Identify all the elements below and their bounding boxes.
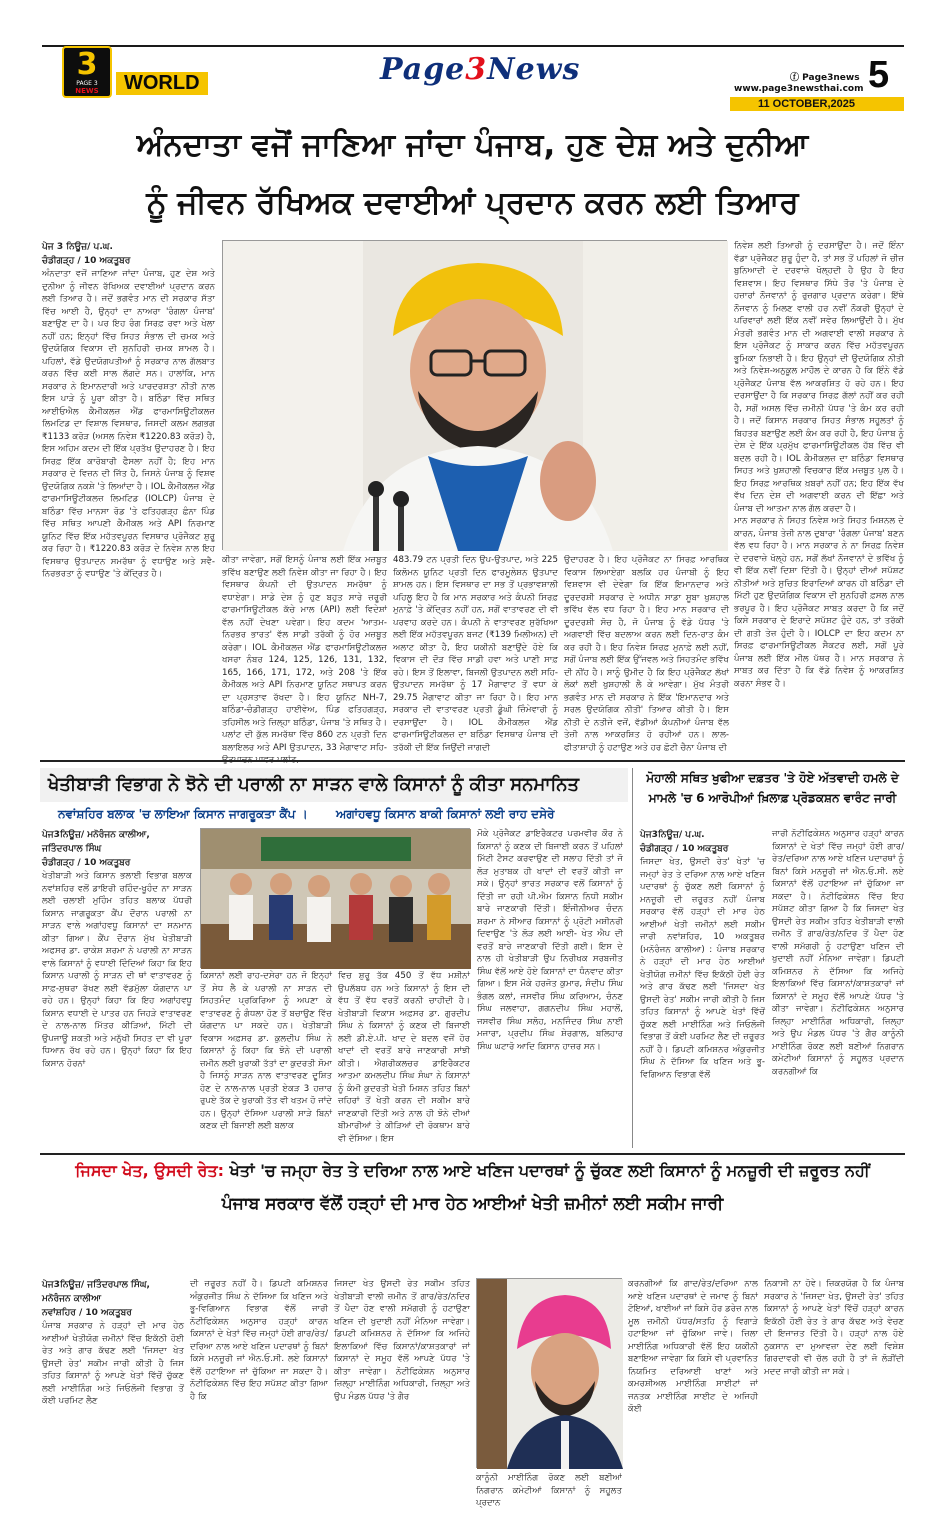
sand-credit-1: ਪੇਜ3ਨਿਊਜ਼/ ਜਤਿੰਦਰਪਾਲ ਸਿੰਘ,	[42, 1280, 150, 1290]
farmers-column-2: ਕਿਸਾਨਾਂ ਲਈ ਰਾਹ-ਦਸੇਰਾ ਹਨ ਜੋ ਇਨ੍ਹਾਂ ਤੋਂ ਸੇਧ ਲੈ ਕੇ ਪਰਾਲੀ ਨਾ ਸਾੜਨ ਦੀ ਸਿਹਤਮੰਦ ਪ੍ਰਕਿਰਿਆ ਨੂੰ ਅਪਣਾ ਕੇ ਵਾਤਾਵਰਣ ਨੂੰ ਗੰਧਲਾ ਹੋਣ ਤੋਂ ਬਚਾਉਣ ਵਿੱਚ ਯੋਗਦਾਨ ਪਾ ਸਕਦੇ ਹਨ। ਖੇਤੀਬਾੜੀ ਵਿਕਾਸ ਅਫ਼ਸਰ ਡਾ. ਕੁਲਦੀਪ ਸਿੰਘ ਨੇ ਕਿਸਾਨਾਂ ਨੂੰ ਕਿਹਾ ਕਿ ਝੋਨੇ ਦੀ ਪਰਾਲੀ ਜ਼ਮੀਨ ਲਈ ਖੁਰਾਕੀ ਤੱਤਾਂ ਦਾ ਕੁਦਰਤੀ ਸੋਮਾ ਹੈ ਜਿਸਨੂੰ ਸਾੜਨ ਨਾਲ ਵਾਤਾਵਰਣ ਦੂਸ਼ਿਤ ਹੋਣ ਦੇ ਨਾਲ-ਨਾਲ ਪ੍ਰਤੀ ਏਕੜ 3 ਹਜ਼ਾਰ ਰੁਪਏ ਤੱਕ ਦੇ ਖੁਰਾਕੀ ਤੱਤ ਵੀ ਖਤਮ ਹੋ ਜਾਂਦੇ ਹਨ। ਉਨ੍ਹਾਂ ਦੱਸਿਆ ਪਰਾਲੀ ਸਾੜੇ ਬਿਨਾਂ ਕਣਕ ਦੀ ਬਿਜਾਈ ਲਈ ਬਲਾਕ	[200, 971, 332, 1131]
lead-body-1: ਅੰਨਦਾਤਾ ਵਜੋਂ ਜਾਣਿਆ ਜਾਂਦਾ ਪੰਜਾਬ, ਹੁਣ ਦੇਸ਼ ਅਤੇ ਦੁਨੀਆ ਨੂੰ ਜੀਵਨ ਰੱਖਿਅਕ ਦਵਾਈਆਂ ਪ੍ਰਦਾਨ ਕਰਨ ਲਈ ਤਿਆਰ ਹੈ। ਜਦੋਂ ਭਗਵੰਤ ਮਾਨ ਦੀ ਸਰਕਾਰ ਸੱਤਾ ਵਿੱਚ ਆਈ ਹੈ, ਉਨ੍ਹਾਂ ਦਾ ਨਾਅਰਾ 'ਰੰਗਲਾ ਪੰਜਾਬ' ਬਣਾਉਣ ਦਾ ਹੈ। ਪਰ ਇਹ ਰੰਗ ਸਿਰਫ਼ ਰਵਾ ਅਤੇ ਖੇਲਾ ਨਹੀਂ ਹਨ; ਇਨ੍ਹਾਂ ਵਿੱਚ ਸਿਹਤ ਸੰਭਾਲ ਦੀ ਚਮਕ ਅਤੇ ਉਦਯੋਗਿਕ ਵਿਕਾਸ ਦੀ ਸੁਨਹਿਰੀ ਚਮਕ ਸ਼ਾਮਲ ਹੈ। ਪਹਿਲਾਂ, ਵੱਡੇ ਉਦਯੋਗਪਤੀਆਂ ਨੂੰ ਸਰਕਾਰ ਨਾਲ ਗੱਲਬਾਤ ਕਰਨ ਵਿੱਚ ਕਈ ਸਾਲ ਲੱਗਦੇ ਸਨ। ਹਾਲਾਂਕਿ, ਮਾਨ ਸਰਕਾਰ ਨੇ ਇਮਾਨਦਾਰੀ ਅਤੇ ਪਾਰਦਰਸ਼ਤਾ ਨੀਤੀ ਨਾਲ ਇਸ ਪਾੜੇ ਨੂੰ ਪੂਰਾ ਕੀਤਾ ਹੈ। ਬਠਿੰਡਾ ਵਿੱਚ ਸਥਿਤ ਆਈਓਐਲ ਕੈਮੀਕਲਜ਼ ਐਂਡ ਫਾਰਮਾਸਿਊਟੀਕਲਜ਼ ਲਿਮਟਿਡ ਦਾ ਵਿਸ਼ਾਲ ਵਿਸਥਾਰ, ਜਿਸਦੀ ਕਲਮ ਲਗਭਗ ₹1133 ਕਰੋੜ (ਅਸਲ ਨਿਵੇਸ਼ ₹1220.83 ਕਰੋੜ) ਹੈ, ਇਸ ਅਹਿਮ ਕਦਮ ਦੀ ਇੱਕ ਪ੍ਰਤੱਖ ਉਦਾਹਰਣ ਹੈ। ਇਹ ਸਿਰਫ਼ ਇੱਕ ਕਾਰੋਬਾਰੀ ਫੈਸਲਾ ਨਹੀਂ ਹੈ; ਇਹ ਮਾਨ ਸਰਕਾਰ ਦੇ ਵਿਜ਼ਨ ਦੀ ਜਿੱਤ ਹੈ, ਜਿਸਨੇ ਪੰਜਾਬ ਨੂੰ ਵਿਸ਼ਵ ਉਦਯੋਗਿਕ ਨਕਸ਼ੇ 'ਤੇ ਲਿਆਂਦਾ ਹੈ। IOL ਕੈਮੀਕਲਜ਼ ਐਂਡ ਫਾਰਮਾਸਿਊਟੀਕਲਜ਼ ਲਿਮਟਿਡ (IOLCP) ਪੰਜਾਬ ਦੇ ਬਠਿੰਡਾ ਵਿੱਚ ਮਾਨਸਾ ਰੋਡ 'ਤੇ ਫਤਿਹਗੜ੍ਹ ਛੰਨਾ ਪਿੰਡ ਵਿੱਚ ਸਥਿਤ ਆਪਣੀ ਕੈਮੀਕਲ ਅਤੇ API ਨਿਰਮਾਣ ਯੂਨਿਟ ਵਿੱਚ ਇੱਕ ਮਹੱਤਵਪੂਰਨ ਵਿਸਥਾਰ ਪ੍ਰੋਜੈਕਟ ਸ਼ੁਰੂ ਕਰ ਰਿਹਾ ਹੈ। ₹1220.83 ਕਰੋੜ ਦੇ ਨਿਵੇਸ਼ ਨਾਲ ਇਹ ਵਿਸਥਾਰ ਉਤਪਾਦਨ ਸਮਰੱਥਾ ਨੂੰ ਵਧਾਉਣ ਅਤੇ ਸਵੈ-ਨਿਰਭਰਤਾ ਨੂੰ ਵਧਾਉਣ 'ਤੇ ਕੇਂਦ੍ਰਿਤ ਹੈ।	[42, 269, 215, 579]
dc-photo	[476, 1278, 622, 1468]
lead-headline-line-1: ਅੰਨਦਾਤਾ ਵਜੋਂ ਜਾਣਿਆ ਜਾਂਦਾ ਪੰਜਾਬ, ਹੁਣ ਦੇਸ਼ ਅਤੇ ਦੁਨੀਆ	[136, 127, 809, 163]
farmers-subhead-2: ਅਗਾਂਹਵਧੂ ਕਿਸਾਨ ਬਾਕੀ ਕਿਸਾਨਾਂ ਲਈ ਰਾਹ ਦਸੇਰੇ	[336, 807, 555, 821]
lead-headline-line-2: ਨੂੰ ਜੀਵਨ ਰੱਖਿਅਕ ਦਵਾਈਆਂ ਪ੍ਰਦਾਨ ਕਰਨ ਲਈ ਤਿਆਰ	[146, 185, 799, 221]
mohali-body-1: ਜਿਸਦਾ ਖੇਤ, ਉਸਦੀ ਰੇਤ' ਖੇਤਾਂ 'ਚ ਜਮ੍ਹਾਂ ਰੇਤ ਤੇ ਦਰਿਆ ਨਾਲ ਆਏ ਖਣਿਜ ਪਦਾਰਥਾਂ ਨੂੰ ਚੁੱਕਣ ਲਈ ਕਿਸਾਨਾਂ ਨੂੰ ਮਨਜ਼ੂਰੀ ਦੀ ਜ਼ਰੂਰਤ ਨਹੀਂ ਪੰਜਾਬ ਸਰਕਾਰ ਵੱਲੋਂ ਹੜ੍ਹਾਂ ਦੀ ਮਾਰ ਹੇਠ ਆਈਆਂ ਖੇਤੀ ਜ਼ਮੀਨਾਂ ਲਈ ਸਕੀਮ ਜਾਰੀ ਨਵਾਂਸ਼ਹਿਰ, 10 ਅਕਤੂਬਰ (ਮਨੋਰੰਜਨ ਕਾਲੀਆ) : ਪੰਜਾਬ ਸਰਕਾਰ ਨੇ ਹੜ੍ਹਾਂ ਦੀ ਮਾਰ ਹੇਠ ਆਈਆਂ ਖੇਤੀਯੋਗ ਜ਼ਮੀਨਾਂ ਵਿੱਚ ਇਕੱਠੀ ਹੋਈ ਰੇਤ ਅਤੇ ਗਾਰ ਕੱਢਣ ਲਈ 'ਜਿਸਦਾ ਖੇਤ ਉਸਦੀ ਰੇਤ' ਸਕੀਮ ਜਾਰੀ ਕੀਤੀ ਹੈ ਜਿਸ ਤਹਿਤ ਕਿਸਾਨਾਂ ਨੂੰ ਆਪਣੇ ਖੇਤਾਂ ਵਿੱਚੋਂ ਚੁੱਕਣ ਲਈ ਮਾਈਨਿੰਗ ਅਤੇ ਜਿਓਲੋਜੀ ਵਿਭਾਗ ਤੋਂ ਕੋਈ ਪਰਮਿਟ ਲੈਣ ਦੀ ਜ਼ਰੂਰਤ ਨਹੀਂ ਹੈ। ਡਿਪਟੀ ਕਮਿਸ਼ਨਰ ਅੰਕੁਰਜੀਤ ਸਿੰਘ ਨੇ ਦੱਸਿਆ ਕਿ ਖਣਿਜ ਅਤੇ ਭੂ-ਵਿਗਿਆਨ ਵਿਭਾਗ ਵੱਲੋਂ	[640, 857, 765, 1080]
section-label: WORLD	[116, 72, 208, 95]
mohali-headline-line-2: ਮਾਮਲੇ 'ਚ 6 ਆਰੋਪੀਆਂ ਖ਼ਿਲਾਫ਼ ਪ੍ਰੋਡਕਸ਼ਨ ਵਾਰੰਟ ਜਾਰੀ	[648, 791, 897, 805]
sand-column-4: ਕਾਨੂੰਨੀ ਮਾਈਨਿੰਗ ਰੋਕਣ ਲਈ ਬਣੀਆਂ ਨਿਗਰਾਨ ਕਮੇਟੀਆਂ ਕਿਸਾਨਾਂ ਨੂੰ ਸਹੂਲਤ ਪ੍ਰਦਾਨ	[476, 1473, 622, 1508]
page3-logo[interactable]	[62, 46, 112, 98]
farmers-column-1	[42, 828, 192, 1148]
lead-column-1	[42, 240, 215, 752]
facebook-icon: ⓕ	[790, 73, 803, 83]
lead-credit: ਪੇਜ 3 ਨਿਊਜ਼/ ਪ.ਘ.	[42, 242, 113, 252]
brand-suffix: News	[487, 52, 581, 87]
brand-title[interactable]	[380, 52, 580, 87]
lead-dateline: ਚੰਡੀਗੜ੍ਹ / 10 ਅਕਤੂਬਰ	[42, 256, 131, 266]
farmers-column-3: ਵਿਚ ਸ਼ੁਰੂ ਤੱਕ 450 ਤੋਂ ਵੱਧ ਮਸ਼ੀਨਾਂ ਉਪਲੱਬਧ ਹਨ ਅਤੇ ਕਿਸਾਨਾਂ ਨੂੰ ਇਸ ਦੀ ਵੱਧ ਤੋਂ ਵੱਧ ਵਰਤੋਂ ਕਰਨੀ ਚਾਹੀਦੀ ਹੈ। ਖੇਤੀਬਾੜੀ ਵਿਕਾਸ ਅਫ਼ਸਰ ਡਾ. ਗੁਰਦੀਪ ਸਿੰਘ ਨੇ ਕਿਸਾਨਾਂ ਨੂੰ ਕਣਕ ਦੀ ਬਿਜਾਈ ਲਈ ਡੀ.ਏ.ਪੀ. ਖਾਦ ਦੇ ਬਦਲ ਵਜੋਂ ਹੋਰ ਖਾਦਾਂ ਦੀ ਵਰਤੋਂ ਬਾਰੇ ਜਾਣਕਾਰੀ ਸਾਂਝੀ ਕੀਤੀ। ਐਗਰੀਕਲਚਰ ਡਾਇਰੈਕਟਰ ਆਤਮਾ ਕਮਲਦੀਪ ਸਿੰਘ ਸੰਘਾ ਨੇ ਕਿਸਾਨਾਂ ਨੂੰ ਕੰਮੀ ਕੁਦਰਤੀ ਖੇਤੀ ਮਿਸ਼ਨ ਤਹਿਤ ਬਿਨਾਂ ਜ਼ਹਿਰਾਂ ਤੋਂ ਖੇਤੀ ਕਰਨ ਦੀ ਸਕੀਮ ਬਾਰੇ ਜਾਣਕਾਰੀ ਦਿੱਤੀ ਅਤੇ ਨਾਲ ਹੀ ਝੋਨੇ ਦੀਆਂ ਬੀਮਾਰੀਆਂ ਤੇ ਕੀੜਿਆਂ ਦੀ ਰੋਕਥਾਮ ਬਾਰੇ ਵੀ ਦੱਸਿਆ। ਇਸ	[338, 971, 470, 1144]
sand-headline-red: ਜਿਸਦਾ ਖੇਤ, ਉਸਦੀ ਰੇਤ:	[75, 1161, 225, 1180]
farmers-subhead-1: ਨਵਾਂਸ਼ਹਿਰ ਬਲਾਕ 'ਚ ਲਾਇਆ ਕਿਸਾਨ ਜਾਗਰੂਕਤਾ ਕੈਂਪ ।	[58, 807, 308, 821]
sand-column-3: ਜਿਸਦਾ ਖੇਤ ਉਸਦੀ ਰੇਤ ਸਕੀਮ ਤਹਿਤ ਖੇਤੀਬਾੜੀ ਵਾਲੀ ਜ਼ਮੀਨ ਤੋਂ ਗਾਰ/ਰੇਤ/ਨਦਿਰ ਤੋਂ ਪੈਦਾ ਹੋਣ ਵਾਲੀ ਸਮੱਗਰੀ ਨੂੰ ਹਟਾਉਣਾ ਖਣਿਜ ਦੀ ਖੁਦਾਈ ਨਹੀਂ ਮੰਨਿਆ ਜਾਵੇਗਾ। ਡਿਪਟੀ ਕਮਿਸ਼ਨਰ ਨੇ ਦੱਸਿਆ ਕਿ ਅਜਿਹੇ ਇਲਾਕਿਆਂ ਵਿੱਚ ਕਿਸਾਨਾਂ/ਕਾਸ਼ਤਕਾਰਾਂ ਜਾਂ ਕਿਸਾਨਾਂ ਦੇ ਸਮੂਹ ਵੱਲੋਂ ਆਪਣੇ ਪੱਧਰ 'ਤੇ ਕੀਤਾ ਜਾਵੇਗਾ। ਨੋਟੀਫਿਕੇਸ਼ਨ ਅਨੁਸਾਰ ਜ਼ਿਲ੍ਹਾ ਮਾਈਨਿੰਗ ਅਧਿਕਾਰੀ, ਜ਼ਿਲ੍ਹਾ ਅਤੇ ਉਪ ਮੰਡਲ ਪੱਧਰ 'ਤੇ ਗੈਰ	[334, 1279, 470, 1402]
cm-photo	[222, 240, 727, 550]
sand-headline-rest: ਖੇਤਾਂ 'ਚ ਜਮ੍ਹਾ ਰੇਤ ਤੇ ਦਰਿਆ ਨਾਲ ਆਏ ਖਣਿਜ ਪਦਾਰਥਾਂ ਨੂੰ ਚੁੱਕਣ ਲਈ ਕਿਸਾਨਾਂ ਨੂੰ ਮਨਜ਼ੂਰੀ ਦੀ ਜ਼ਰੂਰਤ ਨਹੀਂ	[229, 1161, 870, 1180]
column-divider	[632, 768, 633, 1148]
logo-sub: PAGE 3	[76, 80, 98, 87]
lead-column-5	[734, 240, 904, 752]
mohali-column-1	[640, 828, 765, 1148]
brand-num: 3	[465, 52, 488, 87]
sand-column-2: ਦੀ ਜ਼ਰੂਰਤ ਨਹੀਂ ਹੈ। ਡਿਪਟੀ ਕਮਿਸ਼ਨਰ ਅੰਕੁਰਜੀਤ ਸਿੰਘ ਨੇ ਦੱਸਿਆ ਕਿ ਖਣਿਜ ਅਤੇ ਭੂ-ਵਿਗਿਆਨ ਵਿਭਾਗ ਵੱਲੋਂ ਜਾਰੀ ਨੋਟੀਫਿਕੇਸ਼ਨ ਅਨੁਸਾਰ ਹੜ੍ਹਾਂ ਕਾਰਨ ਕਿਸਾਨਾਂ ਦੇ ਖੇਤਾਂ ਵਿੱਚ ਜਮ੍ਹਾਂ ਹੋਈ ਗਾਰ/ਰੇਤ/ਦਰਿਆ ਨਾਲ ਆਏ ਖਣਿਜ ਪਦਾਰਥਾਂ ਨੂੰ ਬਿਨਾਂ ਕਿਸੇ ਮਨਜ਼ੂਰੀ ਜਾਂ ਐਨ.ਓ.ਸੀ. ਲਏ ਕਿਸਾਨਾਂ ਵੱਲੋਂ ਹਟਾਇਆ ਜਾਂ ਚੁੱਕਿਆ ਜਾ ਸਕਦਾ ਹੈ। ਨੋਟੀਫਿਕੇਸ਼ਨ ਵਿੱਚ ਇਹ ਸਪੱਸ਼ਟ ਕੀਤਾ ਗਿਆ ਹੈ ਕਿ	[190, 1279, 328, 1402]
farmers-photo	[200, 828, 470, 968]
masthead	[0, 0, 945, 115]
lead-column-3: 483.79 ਟਨ ਪ੍ਰਤੀ ਦਿਨ ਉਪ-ਉਤਪਾਦ, ਅਤੇ 225 ਕਿਲੋਮਨ ਯੂਨਿਟ ਪ੍ਰਤੀ ਦਿਨ ਫਾਰਮੂਲੇਸ਼ਨ ਉਤਪਾਦ ਸ਼ਾਮਲ ਹਨ। ਇਸ ਵਿਸਥਾਰ ਦਾ ਸਭ ਤੋਂ ਪ੍ਰਭਾਵਸ਼ਾਲੀ ਪਹਿਲੂ ਇਹ ਹੈ ਕਿ ਮਾਨ ਸਰਕਾਰ ਅਤੇ ਕੰਪਨੀ ਸਿਰਫ਼ ਮੁਨਾਫ਼ੇ 'ਤੇ ਕੇਂਦ੍ਰਿਤ ਨਹੀਂ ਹਨ, ਸਗੋਂ ਵਾਤਾਵਰਣ ਦੀ ਵੀ ਪਰਵਾਹ ਕਰਦੇ ਹਨ। ਕੰਪਨੀ ਨੇ ਵਾਤਾਵਰਣ ਸੁਰੱਖਿਆ ਲਈ ਇੱਕ ਮਹੱਤਵਪੂਰਨ ਬਜਟ (₹139 ਮਿਲੀਅਨ) ਦੀ ਅਲਾਟ ਕੀਤਾ ਹੈ, ਇਹ ਯਕੀਨੀ ਬਣਾਉਂਦੇ ਹੋਏ ਕਿ ਵਿਕਾਸ ਦੀ ਦੌੜ ਵਿੱਚ ਸਾਡੀ ਹਵਾ ਅਤੇ ਪਾਣੀ ਸਾਫ਼ ਰਹੇ। ਇਸ ਤੋਂ ਇਲਾਵਾ, ਬਿਜਲੀ ਉਤਪਾਦਨ ਲਈ ਸਹਿ-ਉਤਪਾਦਨ ਸਮਰੱਥਾ ਨੂੰ 17 ਮੈਗਾਵਾਟ ਤੋਂ ਵਧਾ ਕੇ 29.75 ਮੈਗਾਵਾਟ ਕੀਤਾ ਜਾ ਰਿਹਾ ਹੈ। ਇਹ ਮਾਨ ਸਰਕਾਰ ਦੀ ਵਾਤਾਵਰਣ ਪ੍ਰਤੀ ਡੂੰਘੀ ਜ਼ਿੰਮੇਵਾਰੀ ਨੂੰ ਦਰਸਾਉਂਦਾ ਹੈ। IOL ਕੈਮੀਕਲਜ਼ ਐਂਡ ਫਾਰਮਾਸਿਊਟੀਕਲਜ਼ ਦਾ ਬਠਿੰਡਾ ਵਿਸਥਾਰ ਪੰਜਾਬ ਦੀ ਤਰੱਕੀ ਦੀ ਇੱਕ ਜਿਉਂਦੀ ਜਾਗਦੀ	[393, 555, 558, 753]
page-number: 5	[868, 54, 890, 96]
section-divider-2	[40, 1153, 905, 1155]
sand-column-1	[42, 1278, 184, 1521]
sand-headline-2: ਪੰਜਾਬ ਸਰਕਾਰ ਵੱਲੋਂ ਹੜ੍ਹਾਂ ਦੀ ਮਾਰ ਹੇਠ ਆਈਆਂ ਖੇਤੀ ਜ਼ਮੀਨਾਂ ਲਈ ਸਕੀਮ ਜਾਰੀ	[221, 1194, 724, 1214]
logo-number: 3	[76, 47, 98, 82]
lead-body-5a: ਨਿਵੇਸ਼ ਲਈ ਤਿਆਰੀ ਨੂੰ ਦਰਸਾਉਂਦਾ ਹੈ। ਜਦੋਂ ਇੰਨਾ ਵੱਡਾ ਪ੍ਰੋਜੈਕਟ ਸ਼ੁਰੂ ਹੁੰਦਾ ਹੈ, ਤਾਂ ਸਭ ਤੋਂ ਪਹਿਲਾਂ ਜੋ ਚੀਜ਼ ਬੁਨਿਆਦੀ ਦੇ ਦਰਵਾਜ਼ੇ ਖੋਲ੍ਹਦੀ ਹੈ ਉਹ ਹੈ ਇਹ ਵਿਸ਼ਵਾਸ। ਇਹ ਵਿਸਥਾਰ ਸਿੱਧੇ ਤੌਰ 'ਤੇ ਪੰਜਾਬ ਦੇ ਹਜ਼ਾਰਾਂ ਨੌਜਵਾਨਾਂ ਨੂੰ ਰੁਜ਼ਗਾਰ ਪ੍ਰਦਾਨ ਕਰੇਗਾ। ਇੱਥੇ ਨੌਜਵਾਨ ਨੂੰ ਮਿਲਣ ਵਾਲੀ ਹਰ ਨਵੀਂ ਨੌਕਰੀ ਉਨ੍ਹਾਂ ਦੇ ਪਰਿਵਾਰਾਂ ਲਈ ਇੱਕ ਨਵੀਂ ਸਵੇਰ ਲਿਆਉਂਦੀ ਹੈ। ਮੁੱਖ ਮੰਤਰੀ ਭਗਵੰਤ ਮਾਨ ਦੀ ਅਗਵਾਈ ਵਾਲੀ ਸਰਕਾਰ ਨੇ ਇਸ ਪ੍ਰੋਜੈਕਟ ਨੂੰ ਸਾਕਾਰ ਕਰਨ ਵਿੱਚ ਮਹੱਤਵਪੂਰਨ ਭੂਮਿਕਾ ਨਿਭਾਈ ਹੈ। ਇਹ ਉਨ੍ਹਾਂ ਦੀ ਉਦਯੋਗਿਕ ਨੀਤੀ ਅਤੇ ਨਿਵੇਸ਼-ਅਨੁਕੂਲ ਮਾਹੌਲ ਦੇ ਕਾਰਨ ਹੈ ਕਿ ਇੰਨੇ ਵੱਡੇ ਪ੍ਰੋਜੈਕਟ ਪੰਜਾਬ ਵੱਲ ਆਕਰਸ਼ਿਤ ਹੋ ਰਹੇ ਹਨ। ਇਹ ਦਰਸਾਉਂਦਾ ਹੈ ਕਿ ਸਰਕਾਰ ਸਿਰਫ਼ ਗੱਲਾਂ ਨਹੀਂ ਕਰ ਰਹੀ ਹੈ, ਸਗੋਂ ਅਸਲ ਵਿੱਚ ਜ਼ਮੀਨੀ ਪੱਧਰ 'ਤੇ ਕੰਮ ਕਰ ਰਹੀ ਹੈ। ਜਦੋਂ ਕਿਸਾਨ ਸਰਕਾਰ ਸਿਹਤ ਸੰਭਾਲ ਸਹੂਲਤਾਂ ਨੂੰ ਬਿਹਤਰ ਬਣਾਉਣ ਲਈ ਕੰਮ ਕਰ ਰਹੀ ਹੈ, ਇਹ ਪੰਜਾਬ ਨੂੰ ਦੇਸ਼ ਦੇ ਇੱਕ ਪ੍ਰਮੁੱਖ ਫਾਰਮਾਸਿਊਟੀਕਲ ਹੱਬ ਵਿੱਚ ਵੀ ਬਦਲ ਰਹੀ ਹੈ। IOL ਕੈਮੀਕਲਜ਼ ਦਾ ਬਠਿੰਡਾ ਵਿਸਥਾਰ ਸਿਹਤ ਅਤੇ ਖੁਸ਼ਹਾਲੀ ਵਿਚਕਾਰ ਇੱਕ ਮਜ਼ਬੂਤ ਪੁਲ ਹੈ। ਇਹ ਸਿਰਫ਼ ਆਰਥਿਕ ਖ਼ਬਰਾਂ ਨਹੀਂ ਹਨ; ਇਹ ਇੱਕ ਵੱਖ ਵੱਖ ਦਿਨ ਦੇਸ਼ ਦੀ ਅਗਵਾਈ ਕਰਨ ਦੀ ਇੱਛਾ ਅਤੇ ਪੰਜਾਬ ਦੀ ਆਤਮਾ ਨਾਲ ਗੱਲ ਕਰਦਾ ਹੈ।	[734, 241, 904, 514]
sand-body-1: ਪੰਜਾਬ ਸਰਕਾਰ ਨੇ ਹੜ੍ਹਾਂ ਦੀ ਮਾਰ ਹੇਠ ਆਈਆਂ ਖੇਤੀਯੋਗ ਜ਼ਮੀਨਾਂ ਵਿੱਚ ਇਕੱਠੀ ਹੋਈ ਰੇਤ ਅਤੇ ਗਾਰ ਕੱਢਣ ਲਈ 'ਜਿਸਦਾ ਖੇਤ ਉਸਦੀ ਰੇਤ' ਸਕੀਮ ਜਾਰੀ ਕੀਤੀ ਹੈ ਜਿਸ ਤਹਿਤ ਕਿਸਾਨਾਂ ਨੂੰ ਆਪਣੇ ਖੇਤਾਂ ਵਿੱਚੋਂ ਚੁੱਕਣ ਲਈ ਮਾਈਨਿੰਗ ਅਤੇ ਜਿਓਲੋਜੀ ਵਿਭਾਗ ਤੋਂ ਕੋਈ ਪਰਮਿਟ ਲੈਣ	[42, 1321, 184, 1406]
lead-column-2: ਕੀਤਾ ਜਾਵੇਗਾ, ਸਗੋਂ ਇਸਨੂੰ ਪੰਜਾਬ ਲਈ ਇੱਕ ਮਜ਼ਬੂਤ ਭਵਿੱਖ ਬਣਾਉਣ ਲਈ ਨਿਵੇਸ਼ ਕੀਤਾ ਜਾ ਰਿਹਾ ਹੈ। ਇਹ ਵਿਸਥਾਰ ਕੰਪਨੀ ਦੀ ਉਤਪਾਦਨ ਸਮਰੱਥਾ ਨੂੰ ਵਧਾਏਗਾ। ਸਾਡੇ ਦੇਸ਼ ਨੂੰ ਹੁਣ ਬਹੁਤ ਸਾਰੇ ਜ਼ਰੂਰੀ ਫਾਰਮਾਸਿਊਟੀਕਲ ਕੱਚੇ ਮਾਲ (API) ਲਈ ਵਿਦੇਸ਼ਾਂ ਵੱਲ ਨਹੀਂ ਦੇਖਣਾ ਪਵੇਗਾ। ਇਹ ਕਦਮ 'ਆਤਮ-ਨਿਰਭਰ ਭਾਰਤ' ਵੱਲ ਸਾਡੀ ਤਰੱਕੀ ਨੂੰ ਹੋਰ ਮਜ਼ਬੂਤ ਕਰੇਗਾ। IOL ਕੈਮੀਕਲਜ਼ ਐਂਡ ਫਾਰਮਾਸਿਊਟੀਕਲਜ਼ ਖਸਰਾ ਨੰਬਰ 124, 125, 126, 131, 132, 165, 166, 171, 172, ਅਤੇ 208 'ਤੇ ਇੱਕ ਕੈਮੀਕਲ ਅਤੇ API ਨਿਰਮਾਣ ਯੂਨਿਟ ਸਥਾਪਤ ਕਰਨ ਦਾ ਪ੍ਰਸਤਾਵ ਰੱਖਦਾ ਹੈ। ਇਹ ਯੂਨਿਟ NH-7, ਬਠਿੰਡਾ-ਚੰਡੀਗੜ੍ਹ ਹਾਈਵੇਅ, ਪਿੰਡ ਫਤਿਹਗੜ੍ਹ, ਤਹਿਸੀਲ ਅਤੇ ਜ਼ਿਲ੍ਹਾ ਬਠਿੰਡਾ, ਪੰਜਾਬ 'ਤੇ ਸਥਿਤ ਹੈ। ਪਲਾਂਟ ਦੀ ਕੁੱਲ ਸਮਰੱਥਾ ਵਿੱਚ 860 ਟਨ ਪ੍ਰਤੀ ਦਿਨ ਬਲਾਇਲਰ ਅਤੇ API ਉਤਪਾਦਨ, 33 ਮੈਗਾਵਾਟ ਸਹਿ-	[222, 555, 387, 753]
mohali-dateline: ਚੰਡੀਗੜ੍ਹ / 10 ਅਕਤੂਬਰ	[640, 844, 729, 854]
farmers-photo-illustration	[201, 829, 471, 969]
sand-column-5: ਕਰਨਗੀਆਂ ਕਿ ਗਾਦ/ਰੇਤ/ਦਰਿਆ ਨਾਲ ਆਏ ਖਣਿਜ ਪਦਾਰਥਾਂ ਦੇ ਜਮਾਵ ਨੂੰ ਬਿਨਾਂ ਟੋਇਆਂ, ਖਾਈਆਂ ਜਾਂ ਕਿਸੇ ਹੋਰ ਡਰੇਜ਼ ਨਾਲ ਮੂਲ ਜ਼ਮੀਨੀ ਪੱਧਰ/ਸਤਹਿ ਨੂੰ ਵਿਗਾੜੇ ਹਟਾਇਆ ਜਾਂ ਚੁੱਕਿਆ ਜਾਵੇ। ਜ਼ਿਲਾ ਮਾਈਨਿੰਗ ਅਧਿਕਾਰੀ ਵੱਲੋਂ ਇਹ ਯਕੀਨੀ ਬਣਾਇਆ ਜਾਵੇਗਾ ਕਿ ਕਿਸੇ ਵੀ ਪ੍ਰਵਾਨਿਤ ਨਿਯਮਿਤ ਦਰਿਆਈ ਖਾਣਾਂ ਅਤੇ ਕਮਰਸ਼ੀਅਲ ਮਾਈਨਿੰਗ ਸਾਈਟਾਂ ਜਾਂ ਜਨਤਕ ਮਾਈਨਿੰਗ ਸਾਈਟ ਦੇ ਅਜਿਹੀ ਕੋਈ	[628, 1279, 758, 1414]
brand-prefix: Page	[380, 52, 466, 87]
lead-body-5b: ਮਾਨ ਸਰਕਾਰ ਨੇ ਸਿਹਤ ਨਿਵੇਸ਼ ਅਤੇ ਸਿਹਤ ਮਿਸ਼ਨਲ ਦੇ ਕਾਰਨ, ਪੰਜਾਬ ਤੇਜ਼ੀ ਨਾਲ ਦੁਬਾਰਾ 'ਰੰਗਲਾ ਪੰਜਾਬ' ਬਣਨ ਵੱਲ ਵਧ ਰਿਹਾ ਹੈ। ਮਾਨ ਸਰਕਾਰ ਨੇ ਨਾ ਸਿਰਫ਼ ਨਿਵੇਸ਼ ਦੇ ਦਰਵਾਜ਼ੇ ਖੋਲ੍ਹੇ ਹਨ, ਸਗੋਂ ਲੱਖਾਂ ਨੌਜਵਾਨਾਂ ਦੇ ਭਵਿੱਖ ਨੂੰ ਵੀ ਇੱਕ ਨਵੀਂ ਦਿਸ਼ਾ ਦਿੱਤੀ ਹੈ। ਉਨ੍ਹਾਂ ਦੀਆਂ ਸਪੱਸ਼ਟ ਨੀਤੀਆਂ ਅਤੇ ਸੁਚਿਤ ਇਰਾਦਿਆਂ ਕਾਰਨ ਹੀ ਬਠਿੰਡਾ ਦੀ ਮਿੱਟੀ ਹੁਣ ਉਦਯੋਗਿਕ ਵਿਕਾਸ ਦੀ ਸੁਨਹਿਰੀ ਫ਼ਸਲ ਨਾਲ ਭਰਪੂਰ ਹੈ। ਇਹ ਪ੍ਰੋਜੈਕਟ ਸਾਬਤ ਕਰਦਾ ਹੈ ਕਿ ਜਦੋਂ ਕਿਸੇ ਸਰਕਾਰ ਦੇ ਇਰਾਦੇ ਸਪੱਸ਼ਟ ਹੁੰਦੇ ਹਨ, ਤਾਂ ਤਰੱਕੀ ਦੀ ਗਤੀ ਤੇਜ਼ ਹੁੰਦੀ ਹੈ। IOLCP ਦਾ ਇਹ ਕਦਮ ਨਾ ਸਿਰਫ਼ ਫਾਰਮਾਸਿਊਟੀਕਲ ਸੈਕਟਰ ਲਈ, ਸਗੋਂ ਪੂਰੇ ਪੰਜਾਬ ਲਈ ਇੱਕ ਮੀਲ ਪੱਥਰ ਹੈ। ਮਾਨ ਸਰਕਾਰ ਨੇ ਸਾਬਤ ਕਰ ਦਿੱਤਾ ਹੈ ਕਿ ਵੱਡੇ ਨਿਵੇਸ਼ ਨੂੰ ਆਕਰਸ਼ਿਤ ਕਰਨਾ ਸੰਭਵ ਹੈ।	[734, 516, 904, 689]
mohali-headline	[640, 768, 905, 808]
mohali-headline-line-1: ਮੋਹਾਲੀ ਸਥਿਤ ਖੁਫੀਆ ਦਫ਼ਤਰ 'ਤੇ ਹੋਏ ਅੱਤਵਾਦੀ ਹਮਲੇ ਦੇ	[646, 771, 899, 785]
farmers-column-4: ਮੌਕੇ ਪ੍ਰੋਜੈਕਟ ਡਾਇਰੈਕਟਰ ਪਰਮਵੀਰ ਕੌਰ ਨੇ ਕਿਸਾਨਾਂ ਨੂੰ ਕਣਕ ਦੀ ਬਿਜਾਈ ਕਰਨ ਤੋਂ ਪਹਿਲਾਂ ਮਿੱਟੀ ਟੈਸਟ ਕਰਵਾਉਣ ਦੀ ਸਲਾਹ ਦਿੱਤੀ ਤਾਂ ਜੋ ਲੋੜ ਮੁਤਾਬਕ ਹੀ ਖਾਦਾਂ ਦੀ ਵਰਤੋਂ ਕੀਤੀ ਜਾ ਸਕੇ। ਉਨ੍ਹਾਂ ਭਾਰਤ ਸਰਕਾਰ ਵਲੋਂ ਕਿਸਾਨਾਂ ਨੂੰ ਦਿੱਤੀ ਜਾ ਰਹੀ ਪੀ.ਐਮ ਕਿਸਾਨ ਨਿਧੀ ਸਕੀਮ ਬਾਰੇ ਜਾਣਕਾਰੀ ਦਿੱਤੀ। ਇੰਜੀਨੀਅਰ ਚੰਦਨ ਸ਼ਰਮਾ ਨੇ ਸੀਆਰ ਕਿਸਾਨਾਂ ਨੂੰ ਪ੍ਰੋਟੀ ਮਸ਼ੀਨਰੀ ਦਿਵਾਉਣ 'ਤੇ ਲੋੜ ਲਈ ਆਈ- ਖੇਤ ਐਪ ਦੀ ਵਰਤੋਂ ਬਾਰੇ ਜਾਣਕਾਰੀ ਦਿੱਤੀ ਗਈ। ਇਸ ਦੇ ਨਾਲ ਹੀ ਖੇਤੀਬਾੜੀ ਉਪ ਨਿਰੀਖਕ ਸਰਬਜੀਤ ਸਿੰਘ ਵੱਲੋਂ ਆਏ ਹੋਏ ਕਿਸਾਨਾਂ ਦਾ ਧੰਨਵਾਦ ਕੀਤਾ ਗਿਆ। ਇਸ ਮੌਕੇ ਹਰਜੋਤ ਕੁਮਾਰ, ਸੰਦੀਪ ਸਿੰਘ ਭੰਗਲ ਕਲਾਂ, ਜਸਵੀਰ ਸਿੰਘ ਕਰਿਆਮ, ਚੰਨਣ ਸਿੰਘ ਜਲਵਾਹਾ, ਗਗਨਦੀਪ ਸਿੰਘ ਮਹਾਲੋਂ, ਜਸਵੀਰ ਸਿੰਘ ਸਲੋਹ, ਮਨਜਿੰਦਰ ਸਿੰਘ ਨਾਈ ਮਜਾਰਾ, ਪ੍ਰਦੀਪ ਸਿੰਘ ਸ਼ੇਰਗਾਲ, ਬਲਿਹਾਰ ਸਿੰਘ ਘਟਾਰੋ ਆਦਿ ਕਿਸਾਨ ਹਾਜ਼ਰ ਸਨ।	[477, 829, 623, 1052]
facebook-label: Page3news	[802, 73, 860, 83]
logo-news: NEWS	[75, 87, 99, 95]
sand-dateline: ਨਵਾਂਸ਼ਹਿਰ / 10 ਅਕਤੂਬਰ	[42, 1308, 132, 1318]
farmers-credit-2: ਜਤਿੰਦਰਪਾਲ ਸਿੰਘ	[42, 844, 102, 854]
farmers-body-1: ਖੇਤੀਬਾੜੀ ਅਤੇ ਕਿਸਾਨ ਭਲਾਈ ਵਿਭਾਗ ਬਲਾਕ ਨਵਾਂਸ਼ਹਿਰ ਵਲੋਂ ਡਾਇਰੀ ਰਹਿੰਦ-ਖੂਹੰਦ ਨਾ ਸਾੜਨ ਲਈ ਚਲਾਈ ਮੁਹਿੰਮ ਤਹਿਤ ਬਲਾਕ ਪੱਧਰੀ ਕਿਸਾਨ ਜਾਗਰੂਕਤਾ ਕੈਂਪ ਦੌਰਾਨ ਪਰਾਲੀ ਨਾ ਸਾੜਨ ਵਾਲੇ ਅਗਾਂਹਵਧੂ ਕਿਸਾਨਾਂ ਦਾ ਸਨਮਾਨ ਕੀਤਾ ਗਿਆ। ਕੈਂਪ ਦੌਰਾਨ ਮੁੱਖ ਖੇਤੀਬਾੜੀ ਅਫਸਰ ਡਾ. ਰਾਕੇਸ਼ ਸ਼ਰਮਾ ਨੇ ਪਰਾਲੀ ਨਾ ਸਾੜਨ ਵਾਲੇ ਕਿਸਾਨਾਂ ਨੂੰ ਵਧਾਈ ਦਿੰਦਿਆਂ ਕਿਹਾ ਕਿ ਇਹ ਕਿਸਾਨ ਪਰਾਲੀ ਨੂੰ ਸਾੜਨ ਦੀ ਥਾਂ ਵਾਤਾਵਰਣ ਨੂੰ ਸਾਫ਼-ਸੁਥਰਾ ਰੱਖਣ ਲਈ ਵੱਡਮੁੱਲਾ ਯੋਗਦਾਨ ਪਾ ਰਹੇ ਹਨ। ਉਨ੍ਹਾਂ ਕਿਹਾ ਕਿ ਇਹ ਅਗਾਂਹਵਧੂ ਕਿਸਾਨ ਵਧਾਈ ਦੇ ਪਾਤਰ ਹਨ ਜਿਹੜੇ ਵਾਤਾਵਰਣ ਦੇ ਨਾਲ-ਨਾਲ ਮਿੱਤਰ ਕੀੜਿਆਂ, ਮਿੱਟੀ ਦੀ ਉਪਜਾਊ ਸ਼ਕਤੀ ਅਤੇ ਮਨੁੱਖੀ ਸਿਹਤ ਦਾ ਵੀ ਪੂਰਾ ਧਿਆਨ ਰੱਖ ਰਹੇ ਹਨ। ਉਨ੍ਹਾਂ ਕਿਹਾ ਕਿ ਇਹ ਕਿਸਾਨ ਹੋਰਨਾਂ	[42, 871, 192, 1069]
farmers-credit-1: ਪੇਜ3ਨਿਊਜ਼/ ਮਨੋਰੰਜਨ ਕਾਲੀਆ,	[42, 830, 150, 840]
dc-photo-illustration	[477, 1279, 623, 1469]
issue-date: 11 OCTOBER,2025	[758, 98, 856, 110]
cm-photo-illustration	[223, 241, 728, 551]
website-link[interactable]: www.page3newsthai.com	[734, 84, 864, 94]
sand-headline	[40, 1158, 905, 1184]
farmers-dateline: ਚੰਡੀਗੜ੍ਹ / 10 ਅਕਤੂਬਰ	[42, 858, 131, 868]
sand-credit-2: ਮਨੋਰੰਜਨ ਕਾਲੀਆ	[42, 1294, 102, 1304]
mohali-credit: ਪੇਜ3ਨਿਊਜ਼/ ਪ.ਘ.	[640, 830, 705, 840]
lead-column-4: ਉਦਾਹਰਣ ਹੈ। ਇਹ ਪ੍ਰੋਜੈਕਟ ਨਾ ਸਿਰਫ਼ ਆਰਥਿਕ ਵਿਕਾਸ ਲਿਆਏਗਾ ਬਲਕਿ ਹਰ ਪੰਜਾਬੀ ਨੂੰ ਇਹ ਵਿਸ਼ਵਾਸ ਵੀ ਦੇਵੇਗਾ ਕਿ ਇੱਕ ਇਮਾਨਦਾਰ ਅਤੇ ਦੂਰਦਰਸ਼ੀ ਸਰਕਾਰ ਦੇ ਅਧੀਨ ਸਾਡਾ ਸੂਬਾ ਖੁਸ਼ਹਾਲ ਭਵਿੱਖ ਵੱਲ ਵਧ ਰਿਹਾ ਹੈ। ਇਹ ਮਾਨ ਸਰਕਾਰ ਦੀ ਦੂਰਦਰਸ਼ੀ ਸੋਚ ਹੈ, ਜੋ ਪੰਜਾਬ ਨੂੰ ਵੱਡੇ ਪੱਧਰ 'ਤੇ ਅਗਵਾਈ ਵਿੱਚ ਬਦਲਾਅ ਕਰਨ ਲਈ ਦਿਨ-ਰਾਤ ਕੰਮ ਕਰ ਰਹੀ ਹੈ। ਇਹ ਨਿਵੇਸ਼ ਸਿਰਫ਼ ਮੁਨਾਫ਼ੇ ਲਈ ਨਹੀਂ, ਸਗੋਂ ਪੰਜਾਬ ਲਈ ਇੱਕ ਉੱਜਵਲ ਅਤੇ ਸਿਹਤਮੰਦ ਭਵਿੱਖ ਦੀ ਨੀਂਹ ਹੈ। ਸਾਨੂੰ ਉਮੀਦ ਹੈ ਕਿ ਇਹ ਪ੍ਰੋਜੈਕਟ ਲੱਖਾਂ ਲੋਕਾਂ ਲਈ ਖੁਸ਼ਹਾਲੀ ਲੈ ਕੇ ਆਵੇਗਾ। ਮੁੱਖ ਮੰਤਰੀ ਭਗਵੰਤ ਮਾਨ ਦੀ ਸਰਕਾਰ ਨੇ ਇੱਕ 'ਇਮਾਨਦਾਰ ਅਤੇ ਸਰਲ ਉਦਯੋਗਿਕ ਨੀਤੀ' ਤਿਆਰ ਕੀਤੀ ਹੈ। ਇਸ ਨੀਤੀ ਦੇ ਨਤੀਜੇ ਵਜੋਂ, ਵੱਡੀਆਂ ਕੰਪਨੀਆਂ ਪੰਜਾਬ ਵੱਲ ਤੇਜ਼ੀ ਨਾਲ ਆਕਰਸ਼ਿਤ ਹੋ ਰਹੀਆਂ ਹਨ। ਲਾਲ-ਫੀਤਾਸ਼ਾਹੀ ਨੂੰ ਹਟਾਉਣ ਅਤੇ ਹਰ ਛੋਟੀ ਚੈਨਾ ਪੰਜਾਬ ਦੀ	[564, 555, 729, 753]
farmers-headline: ਖੇਤੀਬਾੜੀ ਵਿਭਾਗ ਨੇ ਝੋਨੇ ਦੀ ਪਰਾਲੀ ਨਾ ਸਾੜਨ ਵਾਲੇ ਕਿਸਾਨਾਂ ਨੂੰ ਕੀਤਾ ਸਨਮਾਨਿਤ	[48, 774, 580, 795]
sand-column-6: ਨਿਕਾਸੀ ਨਾ ਹੋਵੇ। ਜ਼ਿਕਰਯੋਗ ਹੈ ਕਿ ਪੰਜਾਬ ਸਰਕਾਰ ਨੇ 'ਜਿਸਦਾ ਖੇਤ, ਉਸਦੀ ਰੇਤ' ਤਹਿਤ ਕਿਸਾਨਾਂ ਨੂੰ ਆਪਣੇ ਖੇਤਾਂ ਵਿੱਚੋਂ ਹੜ੍ਹਾਂ ਕਾਰਨ ਇਕੱਠੀ ਹੋਈ ਰੇਤ ਤੇ ਗਾਰ ਕੱਢਣ ਅਤੇ ਵੇਚਣ ਦੀ ਇਜਾਜ਼ਤ ਦਿੱਤੀ ਹੈ। ਹੜ੍ਹਾਂ ਨਾਲ ਹੋਏ ਨੁਕਸਾਨ ਦਾ ਮੁਆਵਜ਼ਾ ਦੇਣ ਲਈ ਵਿਸ਼ੇਸ਼ ਗਿਰਦਾਵਰੀ ਵੀ ਚੱਲ ਰਹੀ ਹੈ ਤਾਂ ਜੋ ਲੋੜੀਂਦੀ ਮਦਦ ਜਾਰੀ ਕੀਤੀ ਜਾ ਸਕੇ।	[764, 1279, 904, 1377]
facebook-handle[interactable]	[790, 70, 860, 83]
mohali-column-2: ਜਾਰੀ ਨੋਟੀਫਿਕੇਸ਼ਨ ਅਨੁਸਾਰ ਹੜ੍ਹਾਂ ਕਾਰਨ ਕਿਸਾਨਾਂ ਦੇ ਖੇਤਾਂ ਵਿੱਚ ਜਮ੍ਹਾਂ ਹੋਈ ਗਾਰ/ਰੇਤ/ਦਰਿਆ ਨਾਲ ਆਏ ਖਣਿਜ ਪਦਾਰਥਾਂ ਨੂੰ ਬਿਨਾਂ ਕਿਸੇ ਮਨਜ਼ੂਰੀ ਜਾਂ ਐਨ.ਓ.ਸੀ. ਲਏ ਕਿਸਾਨਾਂ ਵੱਲੋਂ ਹਟਾਇਆ ਜਾਂ ਚੁੱਕਿਆ ਜਾ ਸਕਦਾ ਹੈ। ਨੋਟੀਫਿਕੇਸ਼ਨ ਵਿੱਚ ਇਹ ਸਪੱਸ਼ਟ ਕੀਤਾ ਗਿਆ ਹੈ ਕਿ ਜਿਸਦਾ ਖੇਤ ਉਸਦੀ ਰੇਤ ਸਕੀਮ ਤਹਿਤ ਖੇਤੀਬਾੜੀ ਵਾਲੀ ਜ਼ਮੀਨ ਤੋਂ ਗਾਰ/ਰੇਤ/ਨਦਿਰ ਤੋਂ ਪੈਦਾ ਹੋਣ ਵਾਲੀ ਸਮੱਗਰੀ ਨੂੰ ਹਟਾਉਣਾ ਖਣਿਜ ਦੀ ਖੁਦਾਈ ਨਹੀਂ ਮੰਨਿਆ ਜਾਵੇਗਾ। ਡਿਪਟੀ ਕਮਿਸ਼ਨਰ ਨੇ ਦੱਸਿਆ ਕਿ ਅਜਿਹੇ ਇਲਾਕਿਆਂ ਵਿੱਚ ਕਿਸਾਨਾਂ/ਕਾਸ਼ਤਕਾਰਾਂ ਜਾਂ ਕਿਸਾਨਾਂ ਦੇ ਸਮੂਹ ਵੱਲੋਂ ਆਪਣੇ ਪੱਧਰ 'ਤੇ ਕੀਤਾ ਜਾਵੇਗਾ। ਨੋਟੀਫਿਕੇਸ਼ਨ ਅਨੁਸਾਰ ਜ਼ਿਲ੍ਹਾ ਮਾਈਨਿੰਗ ਅਧਿਕਾਰੀ, ਜ਼ਿਲ੍ਹਾ ਅਤੇ ਉਪ ਮੰਡਲ ਪੱਧਰ 'ਤੇ ਗੈਰ ਕਾਨੂੰਨੀ ਮਾਈਨਿੰਗ ਰੋਕਣ ਲਈ ਬਣੀਆਂ ਨਿਗਰਾਨ ਕਮੇਟੀਆਂ ਕਿਸਾਨਾਂ ਨੂੰ ਸਹੂਲਤ ਪ੍ਰਦਾਨ ਕਰਨਗੀਆਂ ਕਿ	[772, 829, 904, 1077]
section-divider-1	[40, 760, 905, 762]
